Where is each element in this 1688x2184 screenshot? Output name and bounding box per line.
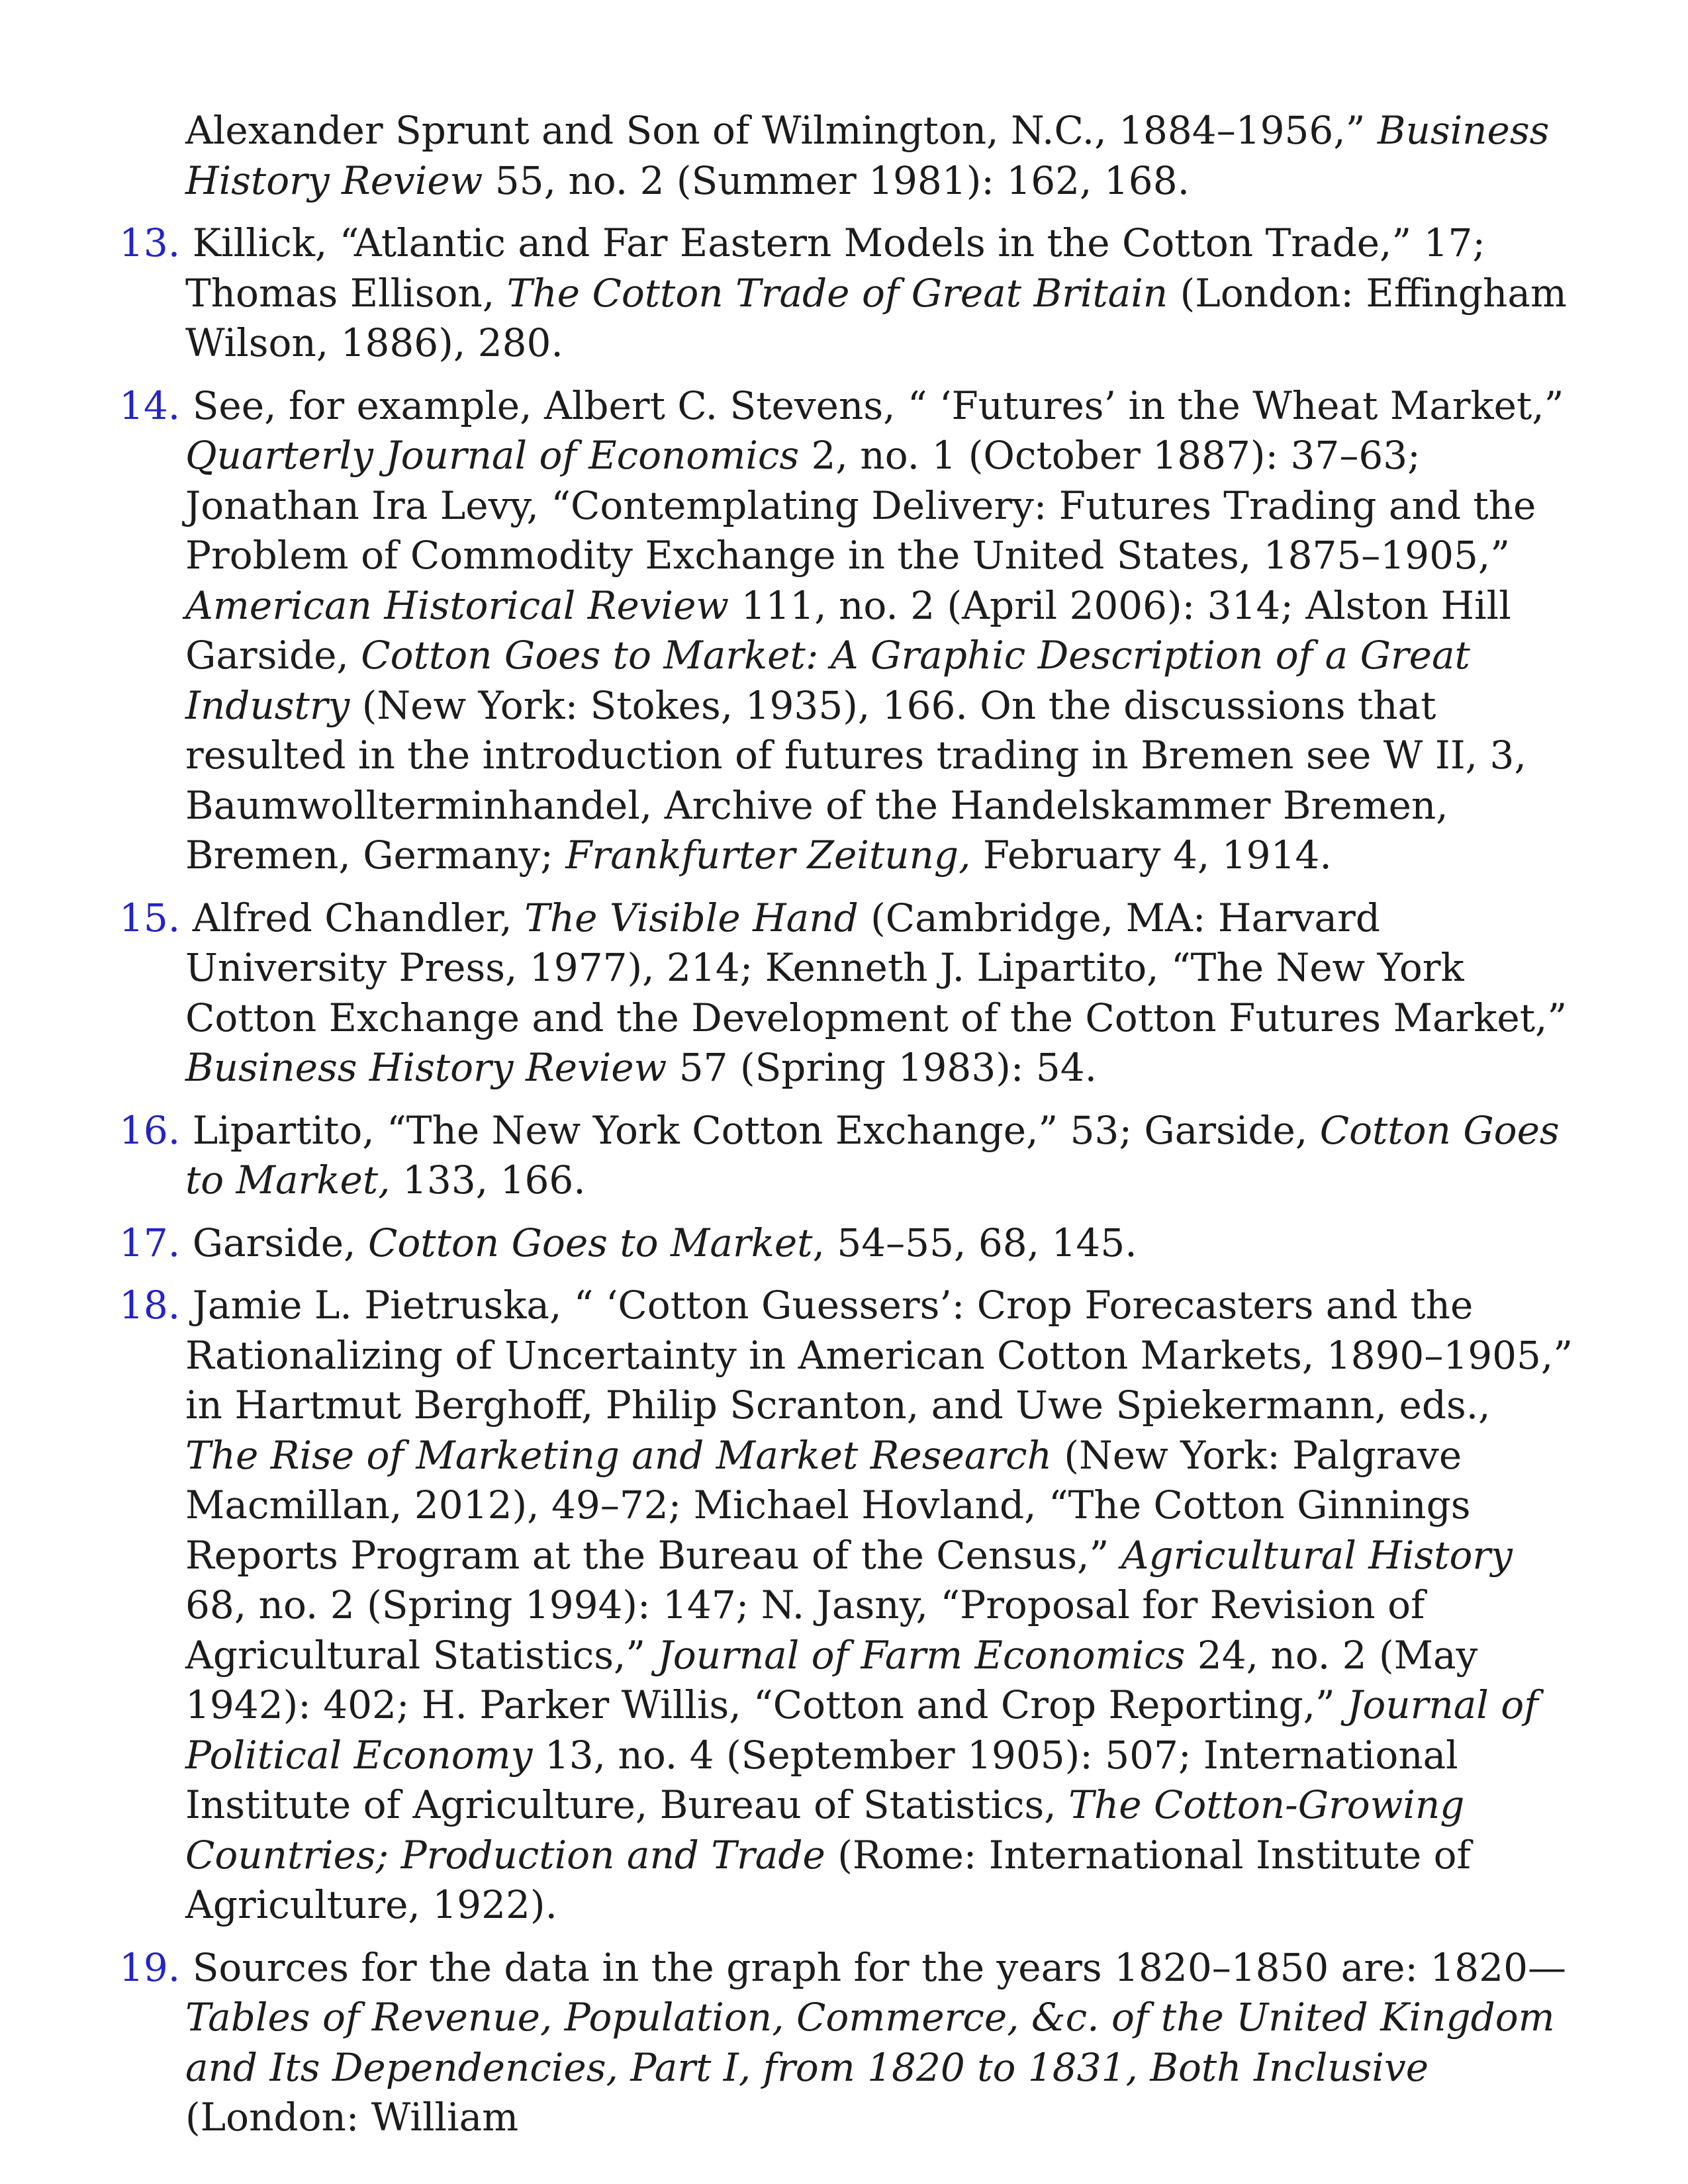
endnote-text: (Rome: International Institute of Agriculture, 1922). xyxy=(185,1832,1472,1927)
endnote-number-link[interactable]: 16. xyxy=(119,1107,181,1153)
endnote-text: (London: William xyxy=(185,2095,519,2140)
cited-title: Cotton Goes to Market, xyxy=(185,1107,1560,1203)
endnote-text: 133, 166. xyxy=(390,1158,586,1203)
endnote-text: (Cambridge, MA: Harvard University Press, 1977), 214; Kenneth J. Lipartito, “The New York Cotton Exchange and the Development of the Cotton Futures Market,” xyxy=(185,895,1568,1040)
endnote xyxy=(119,1943,1575,2143)
cited-title: American Historical Review xyxy=(185,582,729,628)
endnote-text: Alexander Sprunt and Son of Wilmington, N.C., 1884–1956,” xyxy=(185,108,1378,153)
endnote-text: (London: Effingham Wilson, 1886), 280. xyxy=(185,270,1567,365)
endnote-number-link[interactable]: 19. xyxy=(119,1944,181,1990)
cited-title: Agricultural History xyxy=(1121,1532,1513,1578)
endnote-text: Alfred Chandler, xyxy=(192,895,525,940)
endnote-number-link[interactable]: 17. xyxy=(119,1220,181,1265)
endnote-text: 57 (Spring 1983): 54. xyxy=(667,1045,1098,1090)
endnote-number-link[interactable]: 18. xyxy=(119,1283,181,1328)
cited-title: Cotton Goes to Market xyxy=(367,1220,813,1265)
cited-title: Business History Review xyxy=(185,108,1550,203)
endnote xyxy=(119,381,1575,881)
endnote-text: Lipartito, “The New York Cotton Exchange,” 53; Garside, xyxy=(192,1107,1320,1153)
endnote-text: 68, no. 2 (Spring 1994): 147; N. Jasny, “Proposal for Revision of Agricultural Statistics,” xyxy=(185,1582,1425,1678)
endnote-number-link[interactable]: 15. xyxy=(119,895,181,940)
endnote-text: 24, no. 2 (May 1942): 402; H. Parker Willis, “Cotton and Crop Reporting,” xyxy=(185,1632,1478,1727)
endnote-text: Garside, xyxy=(192,1220,368,1265)
cited-title: Business History Review xyxy=(185,1045,667,1090)
endnote xyxy=(119,218,1575,369)
endnote-text: 55, no. 2 (Summer 1981): 162, 168. xyxy=(483,158,1190,203)
endnote-text: 111, no. 2 (April 2006): 314; Alston Hill Garside, xyxy=(185,582,1511,678)
endnote-continuation xyxy=(119,106,1575,206)
endnote-text: (New York: Palgrave Macmillan, 2012), 49–72; Michael Hovland, “The Cotton Ginnings Reports Program at the Bureau of the Census,” xyxy=(185,1432,1471,1578)
cited-title: Journal of Political Economy xyxy=(185,1682,1538,1778)
cited-title: Quarterly Journal of Economics xyxy=(185,433,800,478)
endnote-text: February 4, 1914. xyxy=(970,833,1332,878)
cited-title: The Cotton Trade of Great Britain xyxy=(506,270,1168,316)
endnote-text: Sources for the data in the graph for the years 1820–1850 are: 1820— xyxy=(192,1944,1566,1990)
endnote-number-link[interactable]: 13. xyxy=(119,220,181,265)
endnote-text: Jamie L. Pietruska, “ ‘Cotton Guessers’: Crop Forecasters and the Rationalizing of Uncertainty in American Cotton Markets, 1890–1905,” in Hartmut Berghoff, Philip Scranton, and Uwe Spiekermann, eds., xyxy=(185,1283,1573,1428)
cited-title: Journal of Farm Economics xyxy=(657,1632,1186,1678)
cited-title: The Visible Hand xyxy=(524,895,859,940)
cited-title: The Rise of Marketing and Market Research xyxy=(185,1432,1052,1478)
endnote-number-link[interactable]: 14. xyxy=(119,383,181,428)
endnote-text: See, for example, Albert C. Stevens, “ ‘Futures’ in the Wheat Market,” xyxy=(192,383,1564,428)
endnote-text: Killick, “Atlantic and Far Eastern Models in the Cotton Trade,” 17; Thomas Ellison, xyxy=(185,220,1485,316)
endnote-text: , 54–55, 68, 145. xyxy=(812,1220,1137,1265)
endnote xyxy=(119,1218,1575,1269)
endnote-text: 2, no. 1 (October 1887): 37–63; Jonathan Ira Levy, “Contemplating Delivery: Futures Trading and the Problem of Commodity Exchange in the United States, 1875–1905,” xyxy=(185,433,1536,578)
cited-title: The Cotton-Growing Countries; Production and Trade xyxy=(185,1782,1465,1878)
endnote xyxy=(119,1106,1575,1206)
cited-title: Tables of Revenue, Population, Commerce, &c. of the United Kingdom and Its Dependencies, Part I, from 1820 to 1831, Both Inclusive xyxy=(185,1995,1555,2090)
endnote xyxy=(119,893,1575,1093)
cited-title: Frankfurter Zeitung, xyxy=(565,833,971,878)
cited-title: Cotton Goes to Market: A Graphic Description of a Great Industry xyxy=(185,633,1470,728)
endnote-text: (New York: Stokes, 1935), 166. On the discussions that resulted in the introduction of futures trading in Bremen see W II, 3, Baumwollterminhandel, Archive of the Handelskammer Bremen, Bremen, Germany; xyxy=(185,682,1526,878)
endnote-text: 13, no. 4 (September 1905): 507; International Institute of Agriculture, Bureau of Statistics, xyxy=(185,1732,1458,1827)
endnote xyxy=(119,1281,1575,1931)
endnotes-list xyxy=(119,106,1575,2156)
